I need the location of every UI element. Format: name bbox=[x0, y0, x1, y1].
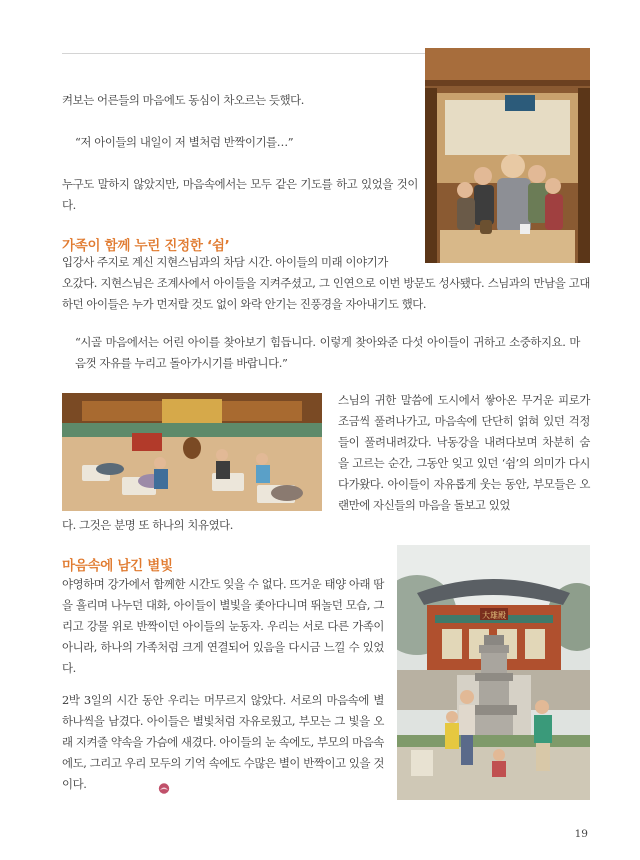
section2-paragraph-1: 야영하며 강가에서 함께한 시간도 잊을 수 없다. 뜨거운 태양 아래 땀을 흘리며 나누던 대화, 아이들이 별빛을 좇아다니며 뛰놀던 모습, 그리고 강물 위로 반짝이던 아이들의 눈동자. 우리는 서로 다른 가족이 아니라, 하나의 가족처럼 크게 연결되어 있음을 다시금 느낄 수 있었다. bbox=[62, 577, 384, 675]
temple-hall-photo bbox=[62, 393, 322, 511]
monk-quote: “시골 마음에서는 어린 아이를 찾아보기 힘듭니다. 이렇게 찾아와준 다섯 아이들이 귀하고 소중하지요. 마음껏 자유를 누리고 돌아가시기를 바랍니다.” bbox=[75, 335, 580, 370]
section1-paragraph: 오갔다. 지현스님은 조계사에서 아이들을 지켜주셨고, 그 인연으로 이번 방문도 성사됐다. 스님과의 만남을 고대하던 아이들은 누가 먼저랄 것도 없이 와락 안기는 진풍경을 자아내기도 했다. bbox=[62, 276, 590, 311]
section-heading-rest: 가족이 함께 누린 진정한 ‘쉼’ bbox=[62, 238, 230, 254]
section2-heading: 마음속에 남긴 별빛 bbox=[62, 558, 173, 574]
intro-paragraph: 누구도 말하지 않았지만, 마음속에서는 모두 같은 기도를 하고 있었을 것이다. bbox=[62, 177, 418, 212]
intro-quote: “저 아이들의 내일이 저 별처럼 반짝이기를…” bbox=[75, 135, 294, 149]
page-number: 19 bbox=[574, 828, 588, 840]
temple-pagoda-photo bbox=[397, 545, 590, 800]
section1-paragraph-2-tail: 다. 그것은 분명 또 하나의 치유였다. bbox=[62, 518, 233, 532]
section2-paragraph-2: 2박 3일의 시간 동안 우리는 머무르지 않았다. 서로의 마음속에 별 하나씩을 남겼다. 아이들은 별빛처럼 자유로웠고, 부모는 그 빛을 오래 지켜줄 약속을 가슴에 새겼다. 아이들의 눈 속에도, 부모의 마음속에도, 그리고 우리 모두의 기억 속에도 수많은 별이 반짝이고 있을 것이다. bbox=[62, 693, 384, 791]
tea-room-photo bbox=[425, 48, 590, 263]
lotus-end-mark-icon bbox=[157, 779, 171, 790]
temple-sign-text: 大雄殿 bbox=[482, 611, 506, 620]
section1-paragraph-2: 스님의 귀한 말씀에 도시에서 쌓아온 무거운 피로가 조금씩 풀려나가고, 마음속에 단단히 얽혀 있던 걱정들이 풀려내려갔다. 낙동강을 내려다보며 차분히 숨을 고르는 순간, 그동안 잊고 있던 ‘쉼’의 의미가 다시 다가왔다. 아이들이 자유롭게 웃는 동안, 부모들은 오랜만에 자신들의 마음을 돌보고 있었 bbox=[338, 393, 590, 512]
intro-line: 켜보는 어른들의 마음에도 동심이 차오르는 듯했다. bbox=[62, 93, 304, 107]
section1-first-line: 입강사 주지로 계신 지현스님과의 차담 시간. 아이들의 미래 이야기가 bbox=[62, 255, 388, 269]
